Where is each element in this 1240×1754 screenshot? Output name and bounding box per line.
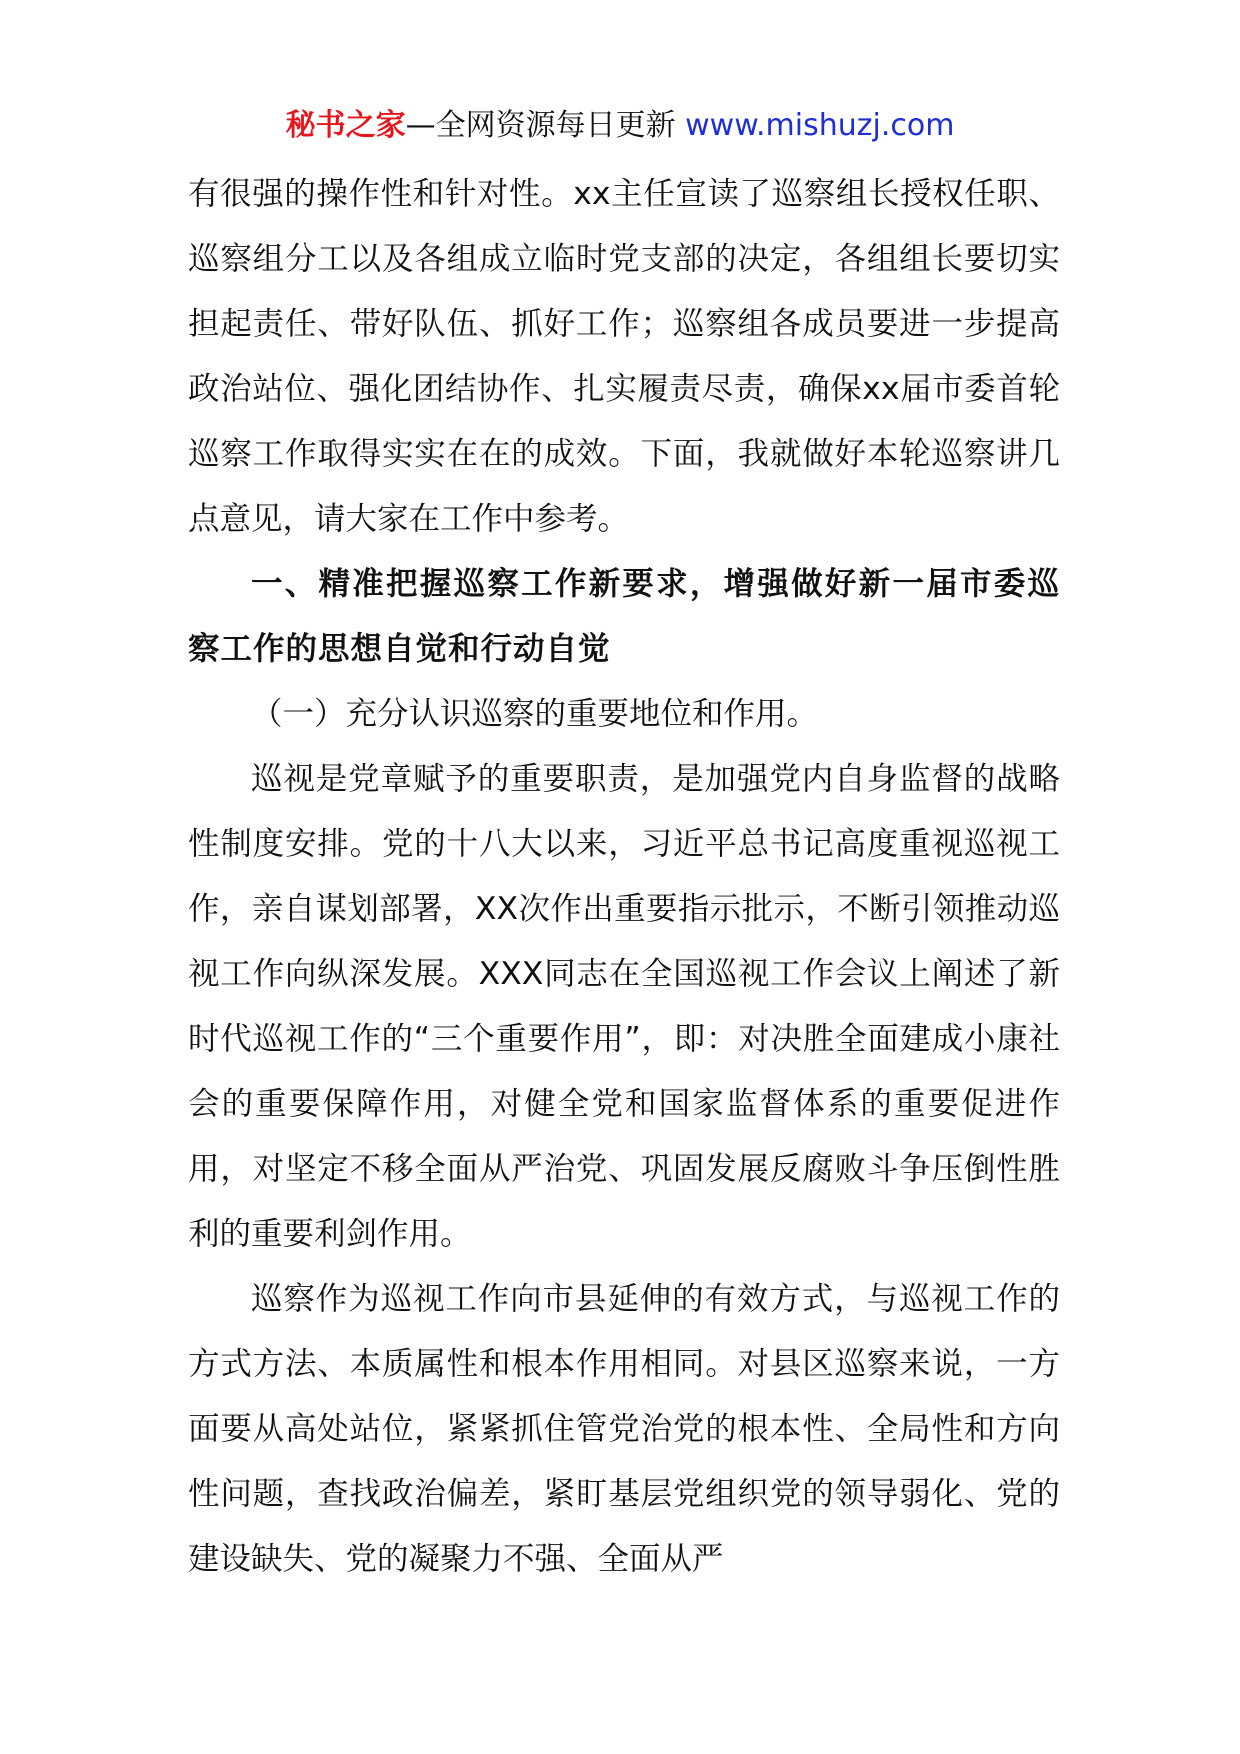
page-header — [0, 104, 1240, 148]
brand-name: 秘书之家 — [285, 108, 406, 143]
site-url[interactable]: www.mishuzj.com — [685, 108, 955, 143]
paragraph: 巡视是党章赋予的重要职责，是加强党内自身监督的战略性制度安排。党的十八大以来，习近平总书记高度重视巡视工作，亲自谋划部署，XX次作出重要指示批示，不断引领推动巡视工作向纵深发展。XXX同志在全国巡视工作会议上阐述了新时代巡视工作的“三个重要作用”，即：对决胜全面建成小康社会的重要保障作用，对健全党和国家监督体系的重要促进作用，对坚定不移全面从严治党、巩固发展反腐败斗争压倒性胜利的重要利剑作用。 — [188, 761, 1060, 1252]
document-body — [188, 162, 1060, 1592]
paragraph-continuation: 有很强的操作性和针对性。xx主任宣读了巡察组长授权任职、巡察组分工以及各组成立临时党支部的决定，各组组长要切实担起责任、带好队伍、抓好工作；巡察组各成员要进一步提高政治站位、强化团结协作、扎实履责尽责，确保xx届市委首轮巡察工作取得实实在在的成效。下面，我就做好本轮巡察讲几点意见，请大家在工作中参考。 — [188, 176, 1060, 537]
paragraph: 巡察作为巡视工作向市县延伸的有效方式，与巡视工作的方式方法、本质属性和根本作用相同。对县区巡察来说，一方面要从高处站位，紧紧抓住管党治党的根本性、全局性和方向性问题，查找政治偏差，紧盯基层党组织党的领导弱化、党的建设缺失、党的凝聚力不强、全面从严 — [188, 1281, 1060, 1577]
section-heading: 一、精准把握巡察工作新要求，增强做好新一届市委巡察工作的思想自觉和行动自觉 — [188, 566, 1060, 667]
subsection-heading: （一）充分认识巡察的重要地位和作用。 — [251, 696, 819, 732]
header-tagline: —全网资源每日更新 — [405, 108, 676, 143]
